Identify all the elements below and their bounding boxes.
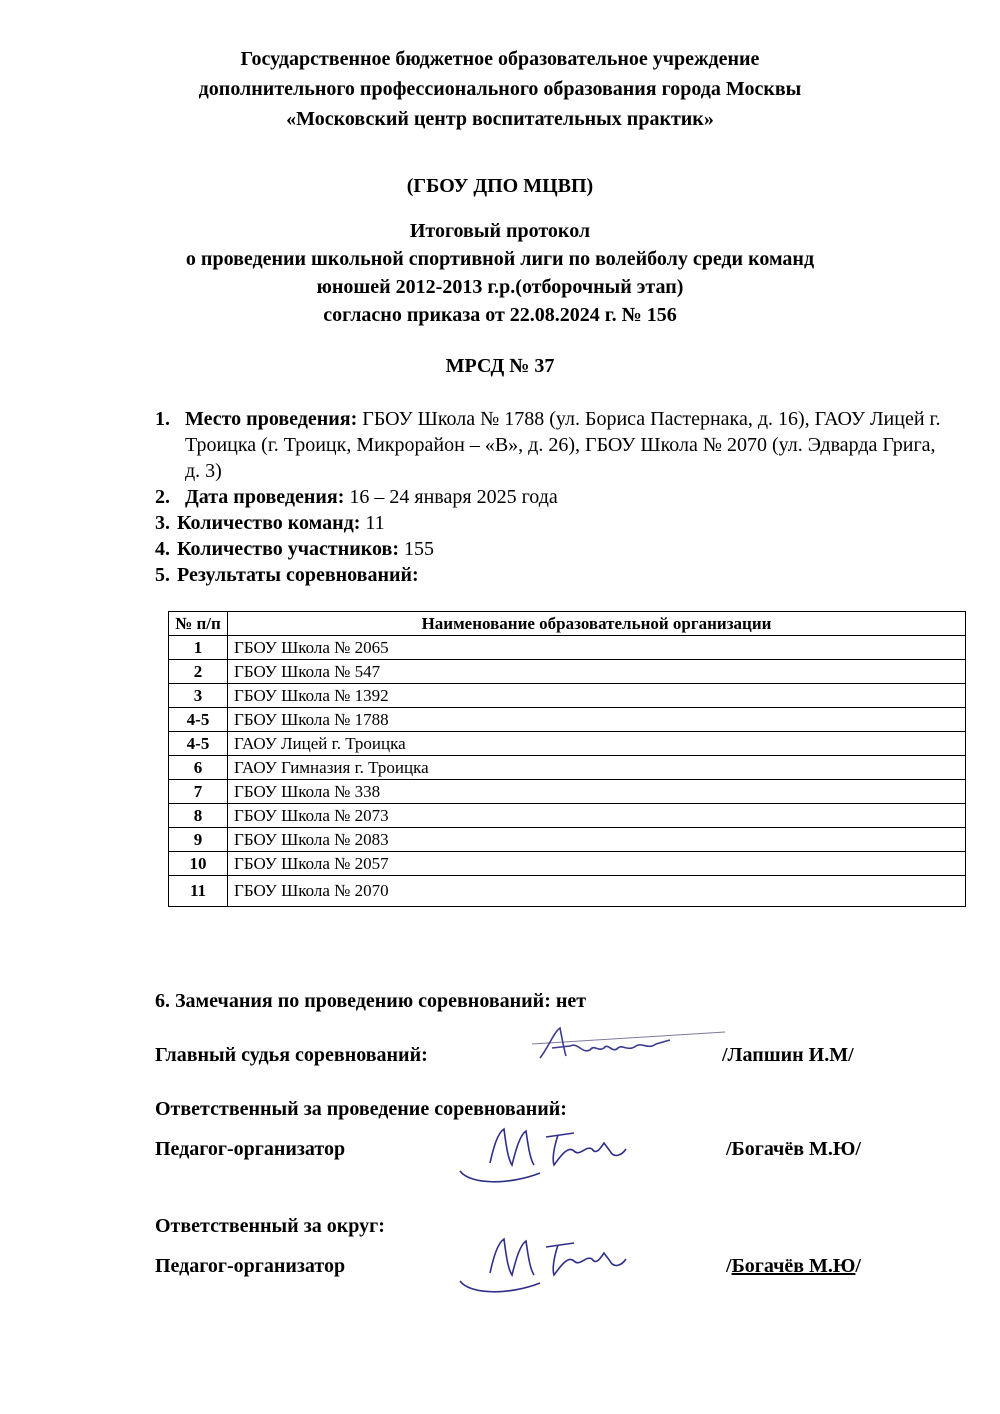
table-row [169, 708, 966, 732]
table-row [169, 780, 966, 804]
chief-judge-name: /Лапшин И.М/ [722, 1044, 854, 1066]
organization-cell: ГБОУ Школа № 338 [228, 780, 966, 804]
place-cell: 8 [169, 804, 228, 828]
district-name-underlined: Богачёв М.Ю [731, 1255, 856, 1277]
organization-cell: ГБОУ Школа № 2057 [228, 852, 966, 876]
item-number: 2. [155, 486, 170, 508]
slash: / [726, 1255, 732, 1277]
mrsd-number: МРСД № 37 [445, 355, 555, 377]
participants-label: Количество участников: [177, 538, 400, 560]
table-row [169, 660, 966, 684]
table-row [169, 852, 966, 876]
teams-text: 11 [360, 512, 385, 534]
column-header-number: № п/п [169, 612, 228, 636]
chief-judge-signature [520, 1018, 730, 1068]
place-cell: 1 [169, 636, 228, 660]
place-cell: 4-5 [169, 732, 228, 756]
protocol-items [155, 406, 945, 588]
title-line-1: Итоговый протокол [409, 220, 591, 242]
header-line-2: дополнительного профессионального образования города Москвы [198, 78, 802, 100]
organization-cell: ГАОУ Лицей г. Троицка [228, 732, 966, 756]
column-header-name: Наименование образовательной организации [228, 612, 966, 636]
title-line-2: о проведении школьной спортивной лиги по волейболу среди команд [185, 248, 815, 270]
venue-label: Место проведения: [185, 408, 358, 430]
organization-cell: ГБОУ Школа № 2070 [228, 876, 966, 907]
district-label: Ответственный за округ: [155, 1215, 385, 1237]
item-teams [155, 510, 945, 536]
table-row [169, 732, 966, 756]
place-cell: 3 [169, 684, 228, 708]
responsible-label: Ответственный за проведение соревнований: [155, 1098, 567, 1120]
header-line-1: Государственное бюджетное образовательное учреждение [240, 48, 760, 70]
remarks: 6. Замечания по проведению соревнований: нет [155, 990, 587, 1012]
place-cell: 10 [169, 852, 228, 876]
item-number: 1. [155, 408, 170, 430]
header-line-3: «Московский центр воспитательных практик» [286, 108, 714, 130]
district-name [726, 1255, 861, 1278]
organizer-label: Педагог-организатор [155, 1138, 346, 1160]
organization-cell: ГБОУ Школа № 2083 [228, 828, 966, 852]
item-number: 4. [155, 538, 170, 560]
item-venue [155, 406, 945, 484]
teams-label: Количество команд: [177, 512, 361, 534]
document-header [0, 44, 1000, 134]
item-number: 3. [155, 512, 170, 534]
place-cell: 4-5 [169, 708, 228, 732]
district-signature [450, 1225, 650, 1297]
organization-cell: ГБОУ Школа № 1392 [228, 684, 966, 708]
signature-text: М.Богач [510, 1175, 514, 1176]
participants-text: 155 [399, 538, 435, 560]
place-cell: 2 [169, 660, 228, 684]
place-cell: 7 [169, 780, 228, 804]
item-participants [155, 536, 945, 562]
table-row [169, 684, 966, 708]
place-cell: 9 [169, 828, 228, 852]
organizer-name: /Богачёв М.Ю/ [726, 1138, 861, 1160]
title-line-3: юношей 2012-2013 г.р.(отборочный этап) [316, 276, 684, 298]
results-label: Результаты соревнований: [177, 564, 419, 586]
district-organizer-label: Педагог-организатор [155, 1255, 346, 1277]
organizer-signature [450, 1115, 650, 1187]
venue-text: ГБОУ Школа № 1788 (ул. Бориса Пастернака, д. 16), ГАОУ Лицей г. Троицка (г. Троицк, Микрорайон – «В», д. 26), ГБОУ Школа № 2070 (ул. Эдварда Грига, д. 3) [185, 408, 941, 482]
table-row [169, 804, 966, 828]
organization-cell: ГБОУ Школа № 2073 [228, 804, 966, 828]
table-row [169, 756, 966, 780]
item-number: 5. [155, 564, 170, 586]
organization-cell: ГАОУ Гимназия г. Троицка [228, 756, 966, 780]
place-cell: 6 [169, 756, 228, 780]
organization-abbreviation: (ГБОУ ДПО МЦВП) [406, 175, 594, 197]
slash: / [855, 1255, 861, 1277]
chief-judge-label: Главный судья соревнований: [155, 1044, 428, 1066]
signature-text: Лапш [580, 1062, 584, 1063]
place-cell: 11 [169, 876, 228, 907]
item-results [155, 562, 945, 588]
title-line-4: согласно приказа от 22.08.2024 г. № 156 [323, 304, 677, 326]
organization-cell: ГБОУ Школа № 1788 [228, 708, 966, 732]
results-table [168, 611, 966, 907]
table-row [169, 828, 966, 852]
table-header-row [169, 612, 966, 636]
protocol-title [0, 217, 1000, 329]
item-date [155, 484, 945, 510]
date-label: Дата проведения: [185, 486, 345, 508]
table-row [169, 876, 966, 907]
organization-cell: ГБОУ Школа № 2065 [228, 636, 966, 660]
organization-cell: ГБОУ Школа № 547 [228, 660, 966, 684]
date-text: 16 – 24 января 2025 года [344, 486, 558, 508]
table-row [169, 636, 966, 660]
